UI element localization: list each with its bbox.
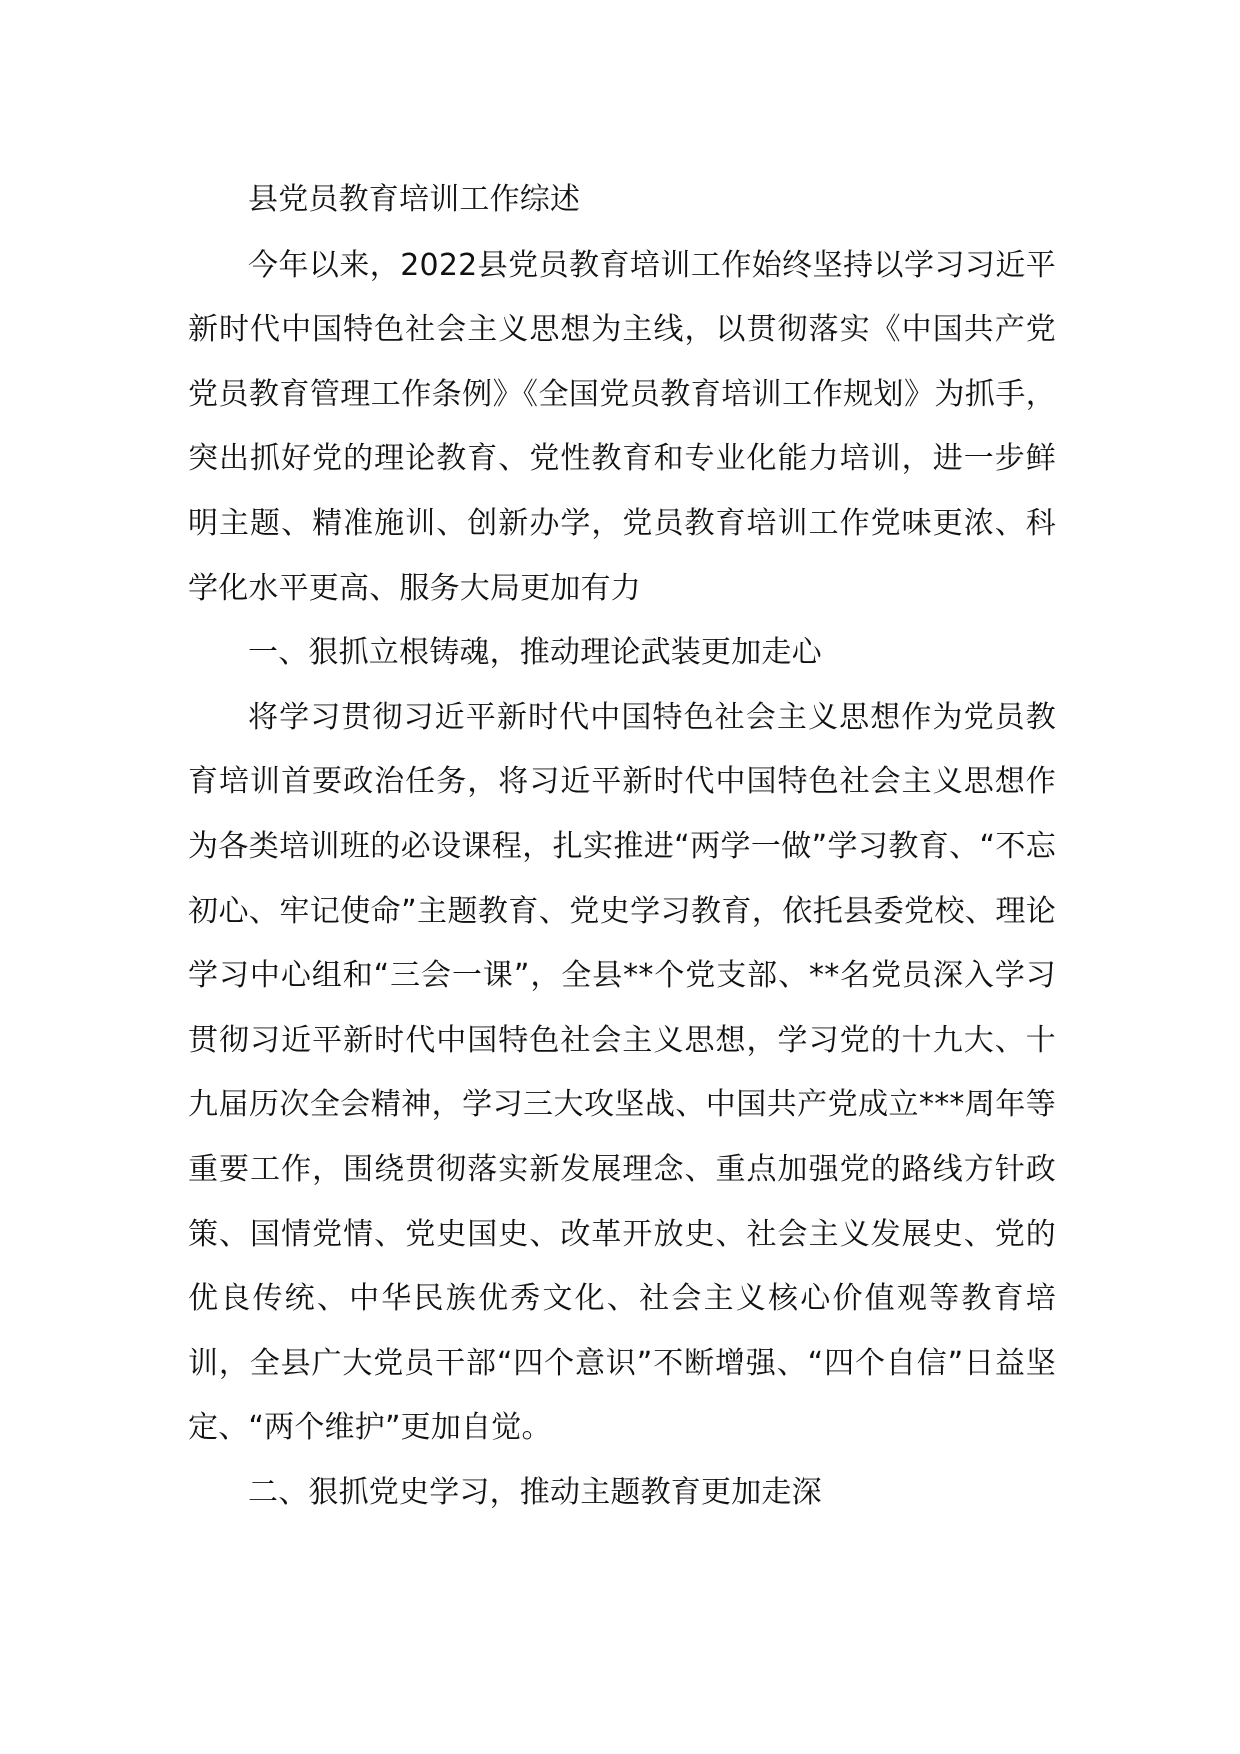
section-1-heading: 一、狠抓立根铸魂，推动理论武装更加走心 — [248, 635, 822, 671]
section-2-heading: 二、狠抓党史学习，推动主题教育更加走深 — [248, 1474, 822, 1510]
intro-paragraph: 今年以来，2022县党员教育培训工作始终坚持以学习习近平新时代中国特色社会主义思想为主线，以贯彻落实《中国共产党党员教育管理工作条例》《全国党员教育培训工作规划》为抓手，突出抓好党的理论教育、党性教育和专业化能力培训，进一步鲜明主题、精准施训、创新办学，党员教育培训工作党味更浓、科学化水平更高、服务大局更加有力 — [188, 247, 1056, 606]
section-1-paragraph: 将学习贯彻习近平新时代中国特色社会主义思想作为党员教育培训首要政治任务，将习近平新时代中国特色社会主义思想作为各类培训班的必设课程，扎实推进“两学一做”学习教育、“不忘初心、牢记使命”主题教育、党史学习教育，依托县委党校、理论学习中心组和“三会一课”，全县**个党支部、**名党员深入学习贯彻习近平新时代中国特色社会主义思想，学习党的十九大、十九届历次全会精神，学习三大攻坚战、中国共产党成立***周年等重要工作，围绕贯彻落实新发展理念、重点加强党的路线方针政策、国情党情、党史国史、改革开放史、社会主义发展史、党的优良传统、中华民族优秀文化、社会主义核心价值观等教育培训，全县广大党员干部“四个意识”不断增强、“四个自信”日益坚定、“两个维护”更加自觉。 — [188, 699, 1056, 1446]
document-title: 县党员教育培训工作综述 — [248, 182, 581, 217]
document-body — [188, 168, 1056, 1525]
